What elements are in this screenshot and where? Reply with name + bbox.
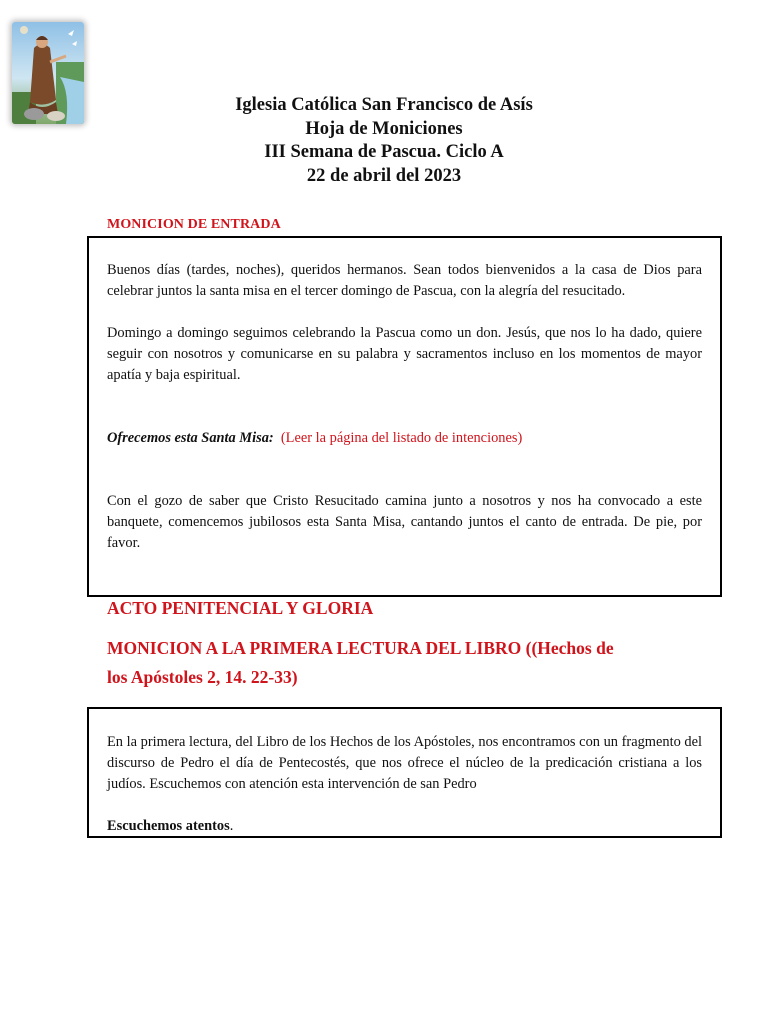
primera-heading-line-1: MONICION A LA PRIMERA LECTURA DEL LIBRO ((Hechos de [107, 638, 614, 658]
liturgical-week: III Semana de Pascua. Ciclo A [264, 142, 504, 162]
entrada-box [87, 236, 722, 597]
closing-line [107, 816, 702, 837]
primera-lectura-box [87, 707, 722, 838]
church-name: Iglesia Católica San Francisco de Asís [235, 95, 533, 115]
offering-label: Ofrecemos esta Santa Misa: [107, 430, 274, 446]
entrada-paragraph-1: Buenos días (tardes, noches), queridos hermanos. Sean todos bienvenidos a la casa de Dios para celebrar juntos la santa misa en el tercer domingo de Pascua, con la alegría del resucitado. [107, 262, 702, 299]
offering-line [107, 428, 702, 449]
primera-heading-line-2: los Apóstoles 2, 14. 22-33) [107, 667, 298, 687]
offering-note: (Leer la página del listado de intenciones) [280, 430, 523, 446]
closing-end: . [229, 818, 234, 834]
acto-penitencial-heading: ACTO PENITENCIAL Y GLORIA [107, 598, 374, 618]
entrada-paragraph-3: Con el gozo de saber que Cristo Resucitado camina junto a nosotros y nos ha convocado a este banquete, comencemos jubilosos esta Santa Misa, cantando juntos el canto de entrada. De pie, por favor. [107, 493, 702, 551]
document-title [0, 94, 768, 188]
entrada-label: MONICION DE ENTRADA [107, 217, 281, 232]
document-subtitle: Hoja de Moniciones [305, 118, 463, 139]
closing-bold: Escuchemos atentos [107, 818, 230, 834]
primera-paragraph: En la primera lectura, del Libro de los Hechos de los Apóstoles, nos encontramos con un fragmento del discurso de Pedro el día de Pentecostés, que nos ofrece el núcleo de la predicación cristiana a los judíos. Escuchemos con atención esta intervención de san Pedro [107, 734, 702, 792]
entrada-paragraph-2: Domingo a domingo seguimos celebrando la Pascua como un don. Jesús, que nos lo ha dado, quiere seguir con nosotros y comunicarse en su palabra y sacramentos incluso en los momentos de mayor apatía y baja espiritual. [107, 325, 702, 383]
primera-lectura-heading [107, 634, 667, 692]
document-date: 22 de abril del 2023 [306, 165, 462, 186]
